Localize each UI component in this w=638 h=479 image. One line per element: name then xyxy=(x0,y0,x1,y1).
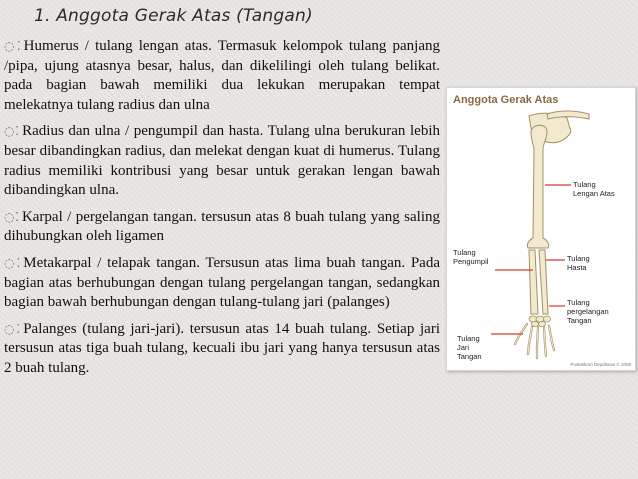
bullet-text: Palanges (tulang jari-jari). tersusun atas 14 buah tulang. Setiap jari tersusun atas tiga buah tulang, kecuali ibu jari yang hanya tersusun atas 2 buah tulang. xyxy=(4,320,440,376)
hand-bones-fill xyxy=(515,324,554,358)
bullet-text: Metakarpal / telapak tangan. Tersusun atas lima buah tangan. Pada bagian atas berhubungan dengan tulang pergelangan tangan, sedangkan bagian bawah berhubungan dengan tulang-tulang jari (palanges) xyxy=(4,254,440,311)
label-tulang-lengan-atas: Tulang Lengan Atas xyxy=(573,180,615,198)
humerus-bone xyxy=(527,125,548,248)
arm-bone-figure xyxy=(446,87,636,371)
bullet-radius-ulna xyxy=(4,122,440,200)
hand-bones xyxy=(515,324,554,358)
figure-credit: Pustekkom Depdiknas © 2008 xyxy=(570,362,631,367)
bullet-metakarpal xyxy=(4,254,440,313)
bullet-dots-icon: ◌⁚ xyxy=(4,321,21,336)
bullet-palanges xyxy=(4,320,440,379)
radius-bone xyxy=(529,250,538,314)
bullet-dots-icon: ◌⁚ xyxy=(4,255,21,270)
clavicle-bone xyxy=(547,111,589,119)
bullet-text: Radius dan ulna / pengumpil dan hasta. Tulang ulna berukuran lebih besar dibandingkan radius, dan melekat dengan kuat di humerus. Tulang radius memiliki kontribusi yang besar untuk gerakan lengan bawah dibandingkan ulna. xyxy=(4,123,440,199)
label-tulang-jari-tangan: Tulang Jari Tangan xyxy=(457,334,482,361)
arm-skeleton-illustration xyxy=(447,88,635,370)
bullet-text: Humerus / tulang lengan atas. Termasuk kelompok tulang panjang /pipa, ujung atasnya besar, halus, dan dikelilingi oleh tulang belikat. pada bagian bawah memiliki dua lekukan merupakan tempat melekatnya tulang radius dan ulna xyxy=(4,38,440,113)
bullet-karpal xyxy=(4,208,440,247)
bullet-list xyxy=(4,37,440,386)
carpal-bones xyxy=(529,316,551,327)
figure-title: Anggota Gerak Atas xyxy=(453,94,559,106)
bullet-text: Karpal / pergelangan tangan. tersusun atas 8 buah tulang yang saling dihubungkan oleh ligamen xyxy=(4,208,441,245)
bullet-dots-icon: ◌⁚ xyxy=(4,39,21,53)
label-tulang-pergelangan-tangan: Tulang pergelangan Tangan xyxy=(567,298,609,325)
label-tulang-hasta: Tulang Hasta xyxy=(567,254,590,272)
bullet-humerus xyxy=(4,37,440,115)
bullet-dots-icon: ◌⁚ xyxy=(4,209,19,224)
slide-title: 1. Anggota Gerak Atas (Tangan) xyxy=(34,6,313,26)
label-tulang-pengumpil: Tulang Pengumpil xyxy=(453,248,489,266)
bullet-dots-icon: ◌⁚ xyxy=(4,124,20,139)
